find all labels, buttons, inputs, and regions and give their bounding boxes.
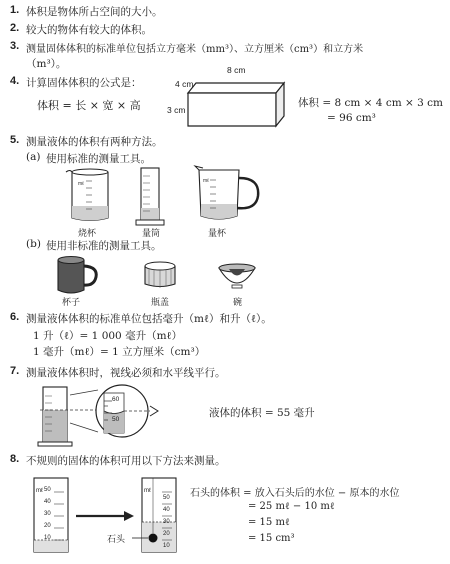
item-1-text: 体积是物体所占空间的大小。 bbox=[26, 6, 163, 18]
item-3-number: 3. bbox=[10, 40, 20, 52]
item-5-number: 5. bbox=[10, 134, 20, 146]
item-4-number: 4. bbox=[10, 75, 20, 87]
stone-label: 石头 bbox=[107, 535, 126, 545]
item-8-text: 不规则的固体的体积可用以下方法来测量。 bbox=[26, 455, 226, 467]
tick-50-label: 50 bbox=[112, 416, 120, 423]
right-tick-10: 10 bbox=[163, 543, 170, 549]
stone-volume-line1: 石头的体积 = 放入石头后的水位 − 原本的水位 bbox=[190, 488, 400, 499]
volume-calc-line2: = 96 cm³ bbox=[327, 112, 376, 124]
item-1-number: 1. bbox=[10, 4, 20, 16]
item-5a-marker: (a) bbox=[26, 151, 41, 163]
measuring-jug-label: 量杯 bbox=[208, 229, 227, 239]
left-tick-30: 30 bbox=[44, 511, 51, 517]
item-3-line2: （m³）。 bbox=[26, 58, 67, 70]
measuring-cylinder-label: 量筒 bbox=[142, 229, 161, 239]
left-tick-20: 20 bbox=[44, 523, 51, 529]
item-7-number: 7. bbox=[10, 365, 20, 377]
left-tick-50: 50 bbox=[44, 487, 51, 493]
item-6-text: 测量液体体积的标准单位包括毫升（mℓ）和升（ℓ）。 bbox=[26, 313, 272, 325]
right-tick-30: 30 bbox=[163, 519, 170, 525]
item-5-text: 测量液体的体积有两种方法。 bbox=[26, 136, 163, 148]
stone-volume-line3: = 15 mℓ bbox=[248, 517, 290, 528]
left-cylinder-unit: mℓ bbox=[36, 488, 43, 494]
box-width-label: 4 cm bbox=[175, 79, 194, 89]
bottle-cap-label: 瓶盖 bbox=[151, 298, 170, 308]
tick-60-label: 60 bbox=[112, 396, 120, 403]
left-tick-40: 40 bbox=[44, 499, 51, 505]
item-2-number: 2. bbox=[10, 22, 20, 34]
item-4-text: 计算固体体积的公式是： bbox=[26, 77, 142, 89]
item-7-text: 测量液体体积时，视线必须和水平线平行。 bbox=[26, 367, 226, 379]
bowl-label: 碗 bbox=[233, 298, 243, 308]
cup-label: 杯子 bbox=[62, 298, 81, 308]
svg-text:mℓ: mℓ bbox=[203, 178, 209, 184]
volume-formula: 体积 = 长 × 宽 × 高 bbox=[37, 99, 141, 112]
item-2-text: 较大的物体有较大的体积。 bbox=[26, 24, 152, 36]
stone-volume-line2: = 25 mℓ − 10 mℓ bbox=[248, 501, 335, 512]
item-5b-text: 使用非标准的测量工具。 bbox=[46, 240, 162, 252]
volume-calc-line1: 体积 = 8 cm × 4 cm × 3 cm bbox=[298, 97, 443, 109]
right-tick-50: 50 bbox=[163, 495, 170, 501]
item-8-number: 8. bbox=[10, 453, 20, 465]
right-cylinder-unit: mℓ bbox=[144, 488, 151, 494]
millilitre-equivalence: 1 毫升（mℓ）= 1 立方厘米（cm³） bbox=[33, 346, 206, 358]
beaker-label: 烧杯 bbox=[78, 229, 97, 239]
item-3-line1: 测量固体体积的标准单位包括立方毫米（mm³）、立方厘米（cm³）和立方米 bbox=[26, 44, 364, 55]
item-5b-marker: (b) bbox=[26, 238, 41, 250]
box-height-label: 3 cm bbox=[167, 105, 186, 115]
liquid-volume-result: 液体的体积 = 55 毫升 bbox=[209, 407, 315, 419]
right-tick-20: 20 bbox=[163, 531, 170, 537]
box-length-label: 8 cm bbox=[227, 65, 246, 75]
left-tick-10: 10 bbox=[44, 535, 51, 541]
stone-volume-line4: = 15 cm³ bbox=[248, 533, 295, 544]
item-5a-text: 使用标准的测量工具。 bbox=[46, 153, 151, 165]
svg-text:mℓ: mℓ bbox=[78, 181, 84, 187]
item-6-number: 6. bbox=[10, 311, 20, 323]
right-tick-40: 40 bbox=[163, 507, 170, 513]
litre-equivalence: 1 升（ℓ）= 1 000 毫升（mℓ） bbox=[33, 330, 183, 342]
